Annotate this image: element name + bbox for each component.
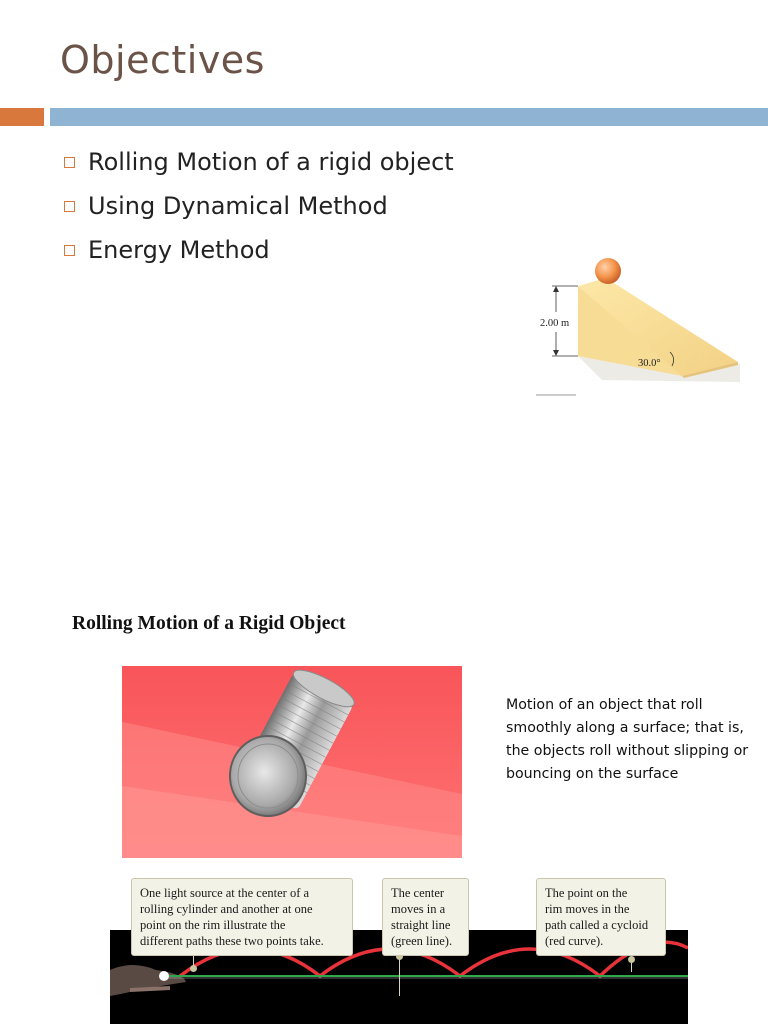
callout-leader-line (399, 956, 400, 996)
callout-line: different paths these two points take. (140, 934, 324, 948)
bullet-item (64, 184, 454, 228)
callout-line: straight line (391, 918, 451, 932)
ball (595, 258, 621, 284)
slide-title: Objectives (60, 38, 265, 82)
callout-pointer (190, 965, 197, 972)
title-accent-bar-blue (50, 108, 768, 126)
bullet-item (64, 140, 454, 184)
callout-line: One light source at the center of a (140, 886, 310, 900)
square-bullet-icon (64, 201, 75, 212)
objectives-list (64, 140, 454, 272)
callout-line: (green line). (391, 934, 453, 948)
callout-center-path (382, 878, 469, 956)
angle-label: 30.0° (638, 358, 661, 369)
height-label: 2.00 m (540, 318, 570, 329)
callout-pointer (628, 956, 635, 963)
callout-line: (red curve). (545, 934, 604, 948)
callout-line: moves in a (391, 902, 446, 916)
bullet-text: Energy Method (88, 236, 270, 264)
incline-figure (532, 252, 740, 402)
callout-line: path called a cycloid (545, 918, 649, 932)
callout-line: The point on the (545, 886, 628, 900)
square-bullet-icon (64, 245, 75, 256)
bullet-text: Using Dynamical Method (88, 192, 388, 220)
square-bullet-icon (64, 157, 75, 168)
callout-line: rim moves in the (545, 902, 630, 916)
callout-line: point on the rim illustrate the (140, 918, 286, 932)
title-accent-bar-orange (0, 108, 44, 126)
rolling-can-photo (122, 666, 462, 858)
callout-line: The center (391, 886, 445, 900)
bullet-item (64, 228, 454, 272)
bullet-text: Rolling Motion of a rigid object (88, 148, 454, 176)
callout-two-light-sources (131, 878, 353, 956)
callout-line: rolling cylinder and another at one (140, 902, 313, 916)
rolling-motion-description: Motion of an object that roll smoothly along a surface; that is, the objects roll without slipping or bouncing on the surface (506, 697, 749, 782)
callout-rim-path (536, 878, 666, 956)
section-heading: Rolling Motion of a Rigid Object (72, 613, 346, 634)
